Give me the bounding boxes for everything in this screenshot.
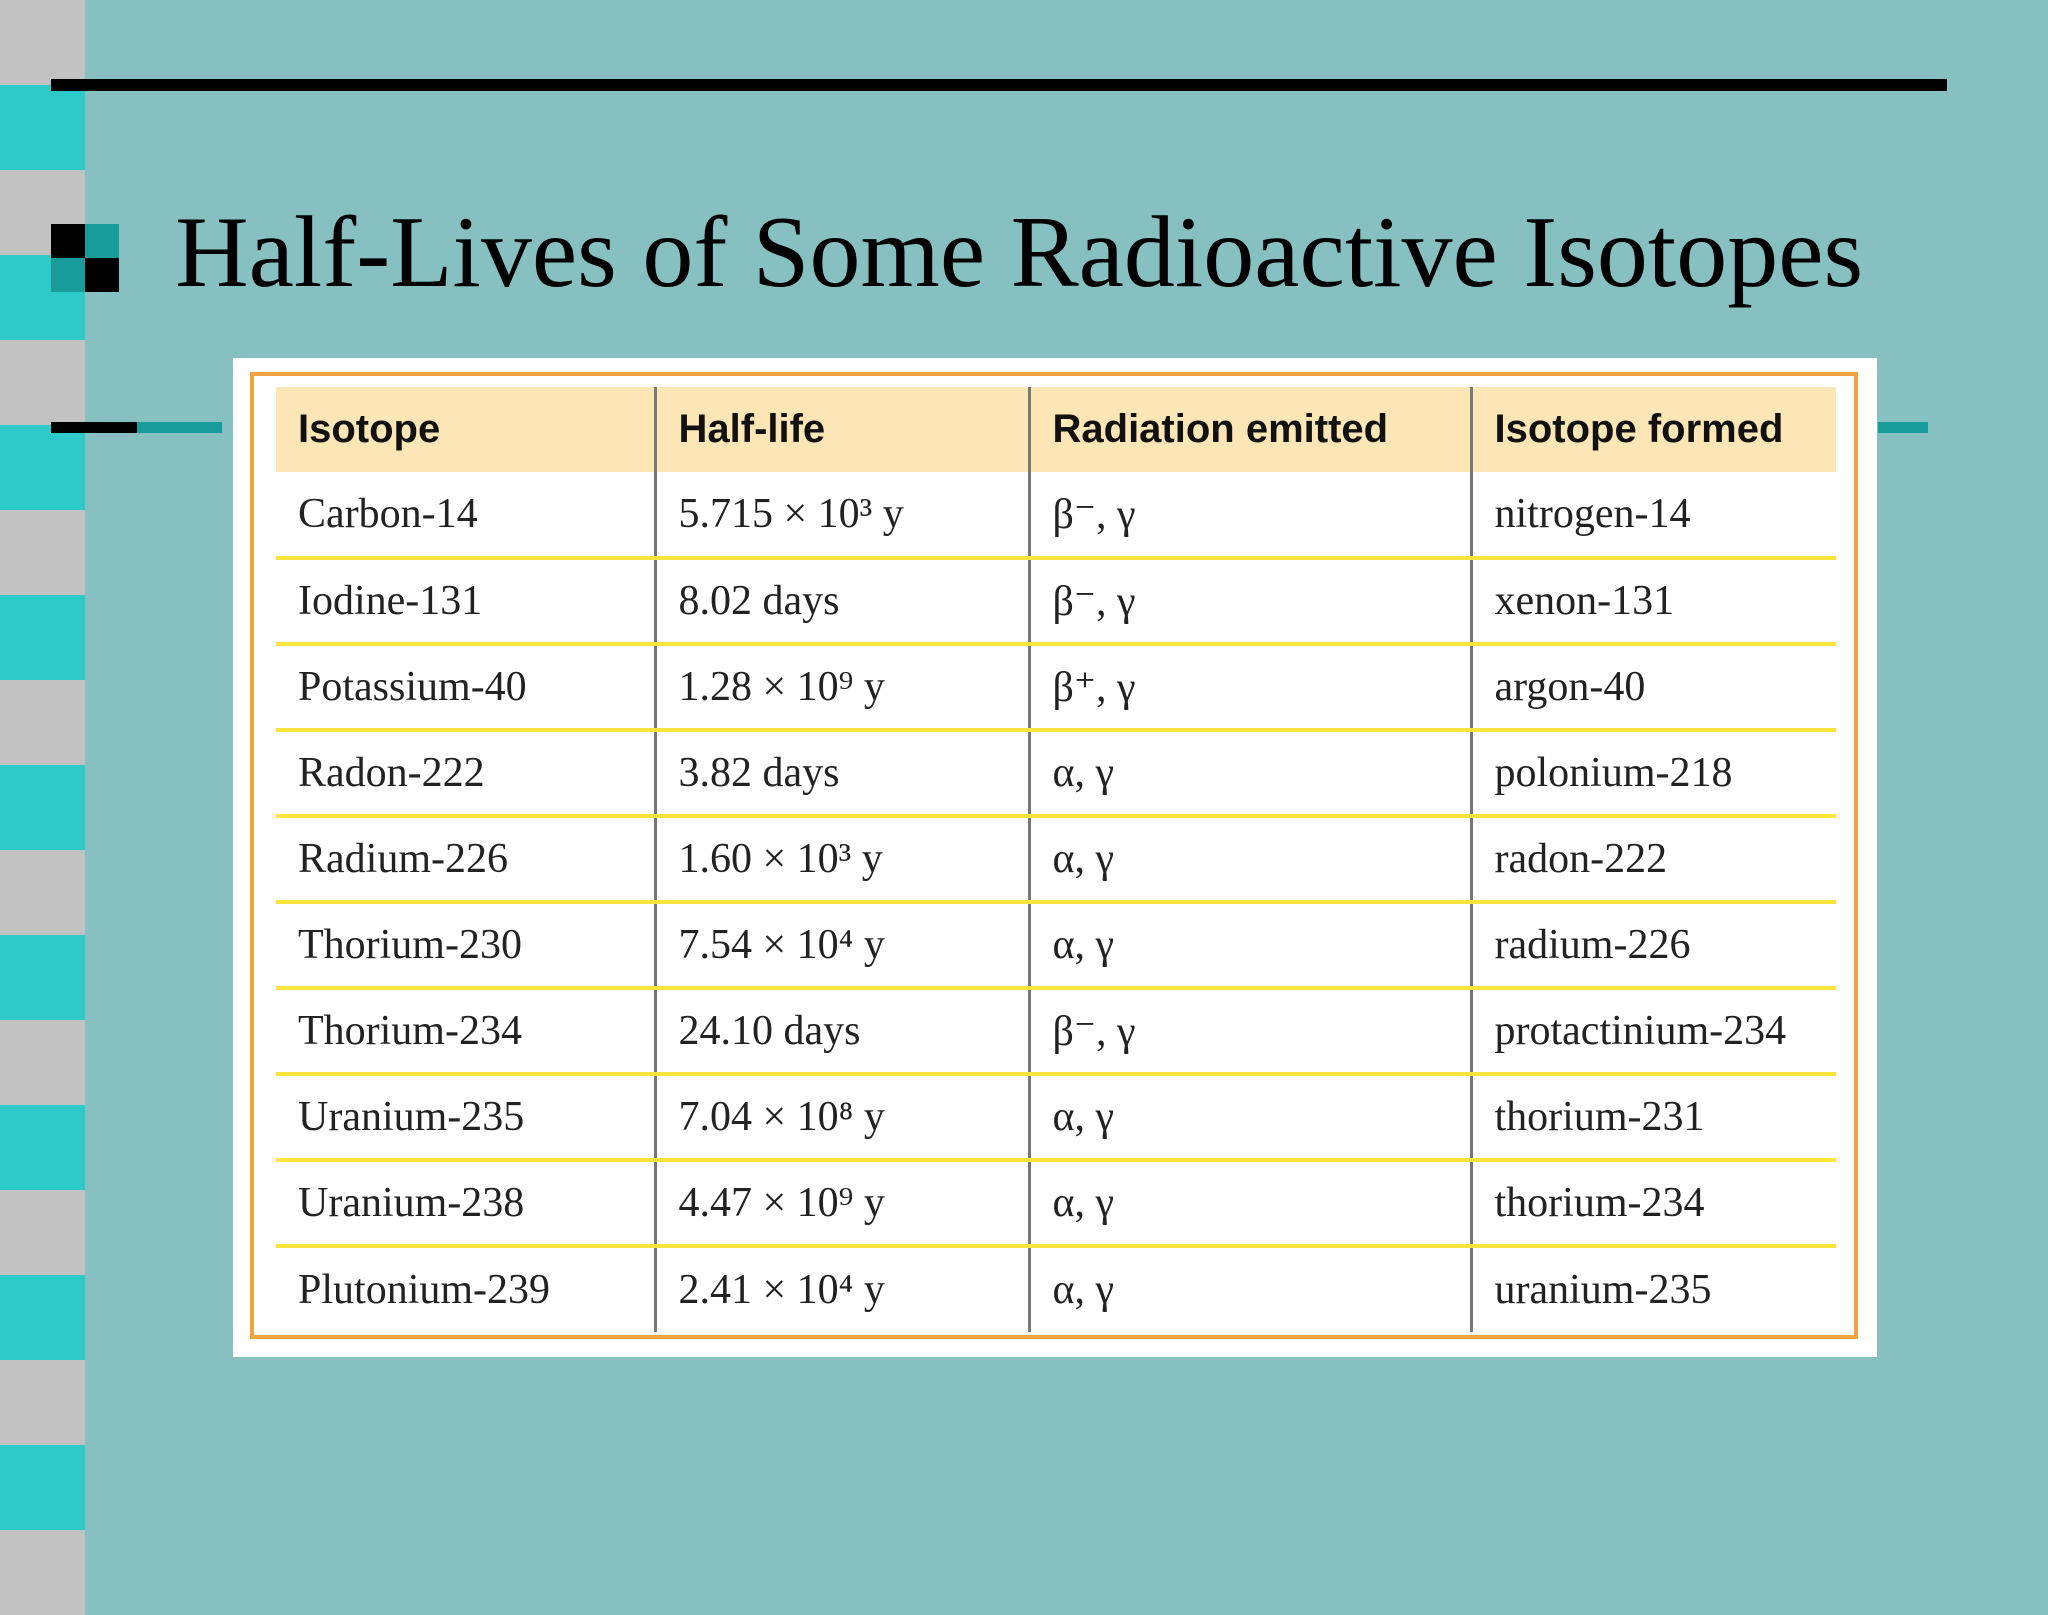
- table-row: [276, 472, 1836, 558]
- middle-rule-black: [51, 422, 137, 433]
- strip-block: [0, 1105, 85, 1190]
- strip-block: [0, 595, 85, 680]
- cell-isotope-formed: argon-40: [1471, 644, 1836, 730]
- strip-block: [0, 1360, 85, 1445]
- cell-isotope: Radium-226: [276, 816, 655, 902]
- table-card: [233, 358, 1877, 1357]
- table-row: [276, 1160, 1836, 1246]
- strip-block: [0, 1275, 85, 1360]
- cell-isotope-formed: nitrogen-14: [1471, 472, 1836, 558]
- square-bullet-icon: [51, 224, 119, 292]
- cell-radiation: β⁻, γ: [1029, 472, 1471, 558]
- cell-isotope: Uranium-235: [276, 1074, 655, 1160]
- strip-block: [0, 425, 85, 510]
- strip-block: [0, 510, 85, 595]
- cell-half-life: 7.04 × 10⁸ y: [655, 1074, 1029, 1160]
- cell-half-life: 5.715 × 10³ y: [655, 472, 1029, 558]
- cell-half-life: 7.54 × 10⁴ y: [655, 902, 1029, 988]
- cell-isotope-formed: thorium-234: [1471, 1160, 1836, 1246]
- strip-block: [0, 1530, 85, 1615]
- cell-isotope-formed: uranium-235: [1494, 1267, 1712, 1313]
- top-divider-rule: [51, 79, 1947, 91]
- strip-block: [0, 85, 85, 170]
- strip-block: [0, 765, 85, 850]
- strip-block: [0, 935, 85, 1020]
- strip-block: [0, 340, 85, 425]
- table-row: [276, 1246, 1836, 1332]
- cell-isotope: Potassium-40: [276, 644, 655, 730]
- header-isotope-formed: Isotope formed: [1471, 387, 1836, 472]
- cell-isotope-formed: thorium-231: [1471, 1074, 1836, 1160]
- cell-isotope: Uranium-238: [276, 1160, 655, 1246]
- cell-isotope: Thorium-234: [276, 988, 655, 1074]
- cell-radiation: α, γ: [1029, 816, 1471, 902]
- middle-rule-teal: [137, 422, 222, 433]
- cell-isotope-formed: radon-222: [1471, 816, 1836, 902]
- slide-title: Half-Lives of Some Radioactive Isotopes: [175, 196, 1864, 309]
- strip-block: [0, 1190, 85, 1275]
- table-row: [276, 988, 1836, 1074]
- cell-isotope-formed: radium-226: [1471, 902, 1836, 988]
- cell-half-life: 2.41 × 10⁴ y: [655, 1246, 1029, 1332]
- header-radiation-emitted: Radiation emitted: [1029, 387, 1471, 472]
- cell-isotope: Plutonium-239: [276, 1246, 655, 1332]
- strip-block: [0, 1020, 85, 1105]
- cell-radiation: α, γ: [1029, 730, 1471, 816]
- table-row: [276, 644, 1836, 730]
- cell-radiation: β⁺, γ: [1029, 644, 1471, 730]
- cell-isotope-formed: protactinium-234: [1471, 988, 1836, 1074]
- cell-radiation: α, γ: [1029, 1160, 1471, 1246]
- strip-block: [0, 850, 85, 935]
- cell-isotope-formed: polonium-218: [1471, 730, 1836, 816]
- cell-isotope: Carbon-14: [276, 472, 655, 558]
- cell-half-life: 3.82 days: [655, 730, 1029, 816]
- strip-block: [0, 1445, 85, 1530]
- cell-radiation: β⁻, γ: [1029, 558, 1471, 644]
- cell-radiation: β⁻, γ: [1029, 988, 1471, 1074]
- cell-radiation: α, γ: [1029, 1246, 1471, 1332]
- table-row: [276, 902, 1836, 988]
- middle-rule-teal-right: [1878, 422, 1928, 433]
- strip-block: [0, 680, 85, 765]
- cell-radiation: α, γ: [1029, 1074, 1471, 1160]
- header-half-life: Half-life: [655, 387, 1029, 472]
- strip-block: [0, 0, 85, 85]
- table-header-row: [276, 387, 1836, 472]
- header-isotope: Isotope: [276, 387, 655, 472]
- table-row: [276, 816, 1836, 902]
- cell-half-life: 1.60 × 10³ y: [655, 816, 1029, 902]
- cell-isotope: Iodine-131: [276, 558, 655, 644]
- cell-radiation: α, γ: [1029, 902, 1471, 988]
- table-row: [276, 558, 1836, 644]
- cell-isotope-formed: xenon-131: [1471, 558, 1836, 644]
- table-row: [276, 1074, 1836, 1160]
- table-frame: [250, 372, 1858, 1339]
- table-row: [276, 730, 1836, 816]
- cell-half-life: 24.10 days: [655, 988, 1029, 1074]
- cell-half-life: 8.02 days: [655, 558, 1029, 644]
- cell-half-life: 1.28 × 10⁹ y: [655, 644, 1029, 730]
- cell-isotope: Radon-222: [276, 730, 655, 816]
- cell-isotope: Thorium-230: [276, 902, 655, 988]
- half-life-table: [276, 387, 1836, 1332]
- cell-half-life: 4.47 × 10⁹ y: [655, 1160, 1029, 1246]
